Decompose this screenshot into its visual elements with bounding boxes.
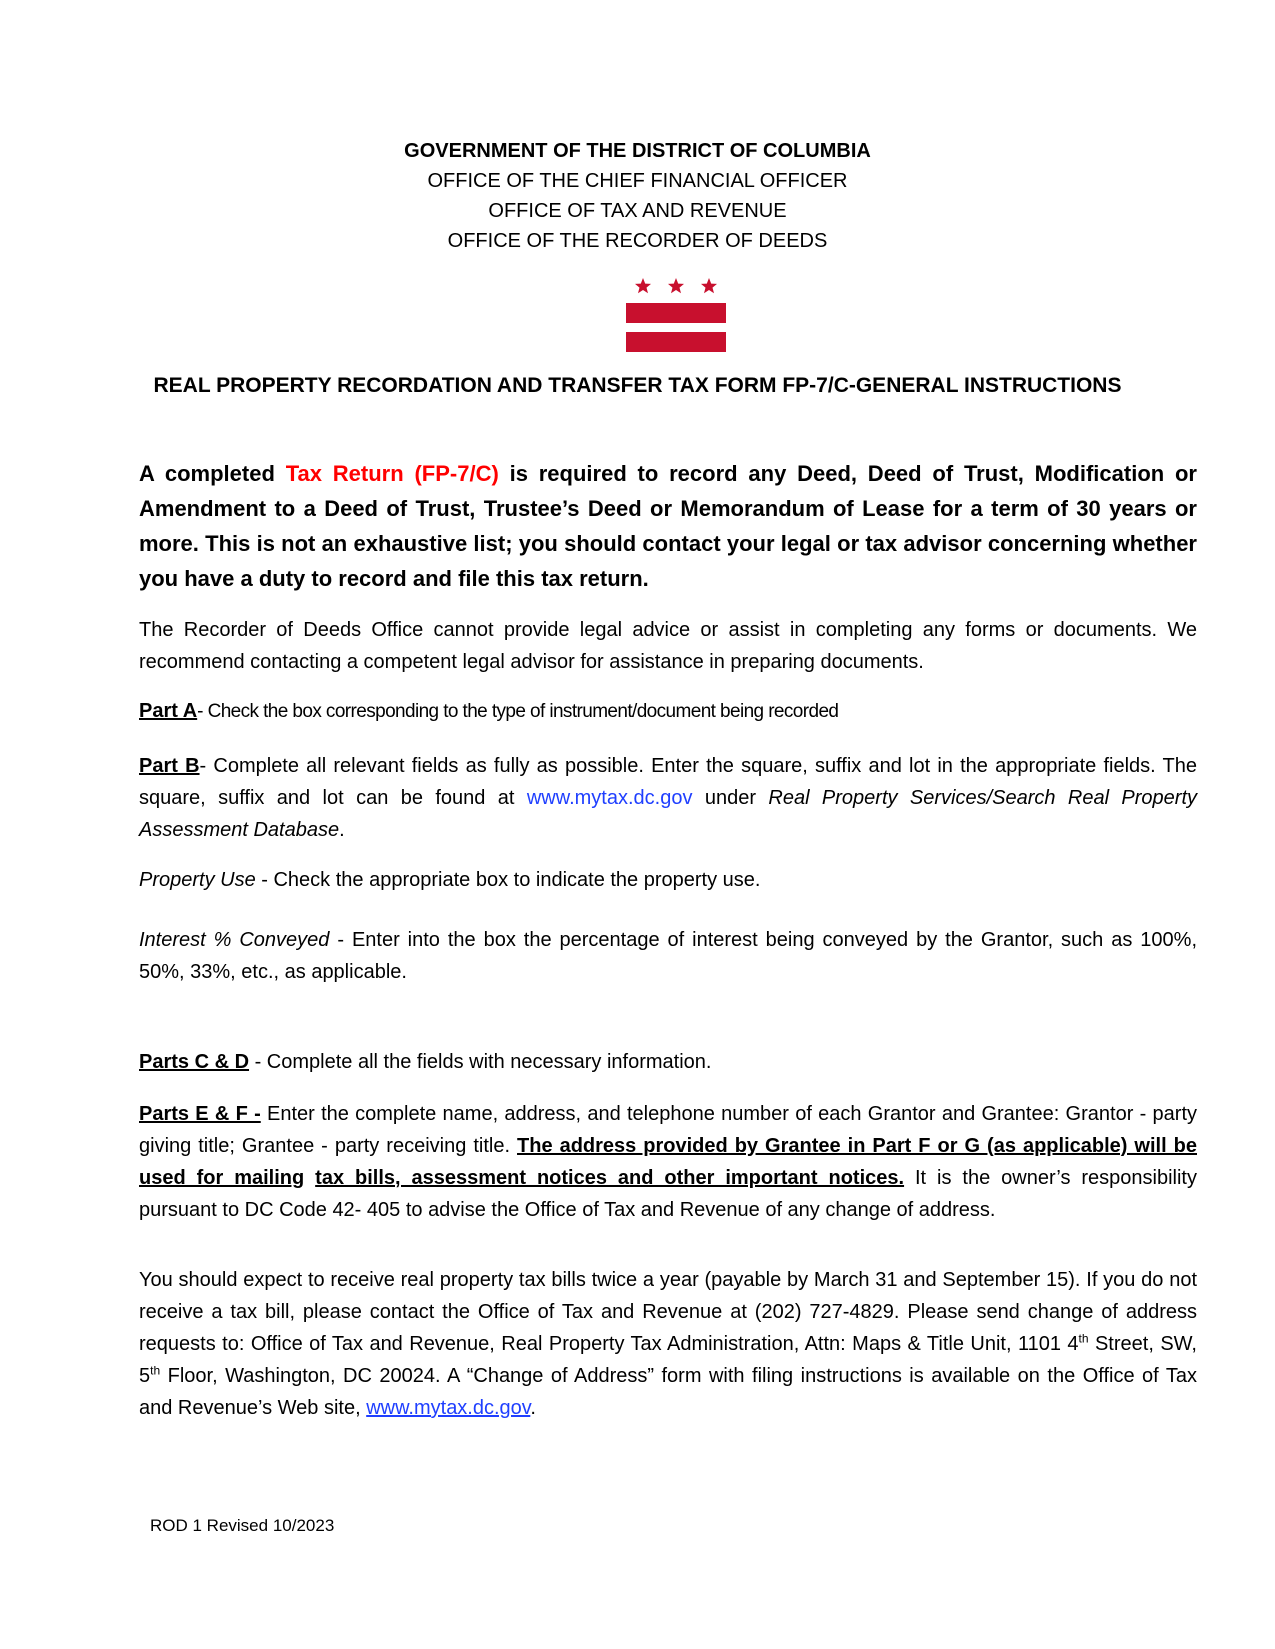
part-b-database-name: Real Property Services/Search Real Property Assessment Database <box>139 787 1198 841</box>
property-use-label: Property Use <box>139 869 256 891</box>
interest-text: - Enter into the box the percentage of interest being conveyed by the Grantor, such as 100%, 50%, 33%, etc., as applicable. <box>139 929 1198 983</box>
part-a-label: Part A <box>139 700 198 722</box>
disclaimer-paragraph: The Recorder of Deeds Office cannot provide legal advice or assist in completing any forms or documents. We recommend contacting a competent legal advisor for assistance in preparing documents. <box>139 619 1197 673</box>
part-b-text-3: . <box>339 819 345 841</box>
interest-label: Interest % Conveyed <box>139 929 330 951</box>
parts-cd-text: - Complete all the fields with necessary information. <box>249 1051 712 1073</box>
part-b-paragraph <box>139 750 1197 846</box>
dc-flag-logo <box>626 278 726 352</box>
parts-ef-text: Enter the complete name, address, and telephone number of each Grantor and Grantee: Grantor - party giving title; Grantee - party receiving title. <box>139 1103 1197 1157</box>
mytax-link-billing[interactable]: www.mytax.dc.gov <box>366 1397 531 1419</box>
revision-footer: ROD 1 Revised 10/2023 <box>150 1516 335 1535</box>
lead-rest: is required to record any Deed, Deed of Trust, Modification or Amendment to a Deed of Trust, Trustee’s Deed or Memorandum of Lease for a term of 30 years or more. This is not an exhaustive list; you should contact your legal or tax advisor concerning whether you have a duty to record and file this tax return. <box>139 461 1197 591</box>
parts-ef-mailing-notice: The address provided by Grantee in Part F or G (as applicable) will be used for mailing <box>139 1135 1197 1189</box>
flag-bar-top <box>626 303 726 323</box>
billing-text: You should expect to receive real property tax bills twice a year (payable by March 31 and September 15). If you do not receive a tax bill, please contact the Office of Tax and Revenue at (202) 727-4829. Please send change of address requests to: Office of Tax and Revenue, Real Property Tax Administration, Attn: Maps & Title Unit, 1101 4 <box>139 1269 1197 1355</box>
government-name: GOVERNMENT OF THE DISTRICT OF COLUMBIA <box>404 140 871 162</box>
parts-ef-notices: tax bills, assessment notices and other important notices. <box>315 1167 905 1189</box>
parts-ef-label: Parts E & F - <box>139 1103 261 1125</box>
property-use-paragraph <box>139 864 1197 896</box>
lead-paragraph <box>139 456 1197 596</box>
billing-text-2: Street, SW, 5 <box>139 1333 1197 1387</box>
header-government <box>0 136 1275 166</box>
billing-sup-1: th <box>1078 1331 1089 1346</box>
parts-ef-paragraph <box>139 1098 1197 1226</box>
part-a-paragraph <box>139 700 1197 723</box>
billing-text-3: Floor, Washington, DC 20024. A “Change of Address” form with filing instructions is available on the Office of Tax and Revenue’s Web site, <box>139 1365 1197 1419</box>
header-office-cfo: OFFICE OF THE CHIEF FINANCIAL OFFICER <box>427 170 848 192</box>
header-office-rod: OFFICE OF THE RECORDER OF DEEDS <box>447 230 828 252</box>
mytax-link-part-b[interactable]: www.mytax.dc.gov <box>526 787 693 809</box>
header-office-otr: OFFICE OF TAX AND REVENUE <box>488 200 787 222</box>
part-b-label: Part B <box>139 755 200 777</box>
flag-star-right <box>701 278 717 293</box>
form-title: REAL PROPERTY RECORDATION AND TRANSFER TAX FORM FP-7/C-GENERAL INSTRUCTIONS <box>153 374 1122 397</box>
flag-star-left <box>635 278 651 293</box>
parts-cd-label: Parts C & D <box>139 1051 250 1073</box>
parts-ef-space <box>304 1167 315 1189</box>
billing-text-4: . <box>530 1397 536 1419</box>
billing-paragraph <box>139 1264 1197 1424</box>
lead-prefix: A completed <box>139 461 286 486</box>
part-a-text: - Check the box corresponding to the type of instrument/document being recorded <box>197 701 839 722</box>
tax-return-highlight: Tax Return (FP-7/C) <box>285 461 499 486</box>
flag-bar-bottom <box>626 332 726 352</box>
parts-ef-text-2: It is the owner’s responsibility pursuant to DC Code 42- 405 to advise the Office of Tax and Revenue of any change of address. <box>139 1167 1197 1221</box>
parts-cd-paragraph <box>139 1046 1197 1078</box>
property-use-text: - Check the appropriate box to indicate the property use. <box>255 869 761 891</box>
interest-paragraph <box>139 924 1197 988</box>
flag-star-center <box>668 278 684 293</box>
part-b-text: - Complete all relevant fields as fully as possible. Enter the square, suffix and lot in the appropriate fields. The square, suffix and lot can be found at <box>139 755 1197 809</box>
billing-sup-2: th <box>150 1363 161 1378</box>
part-b-text-2: under <box>692 787 769 809</box>
